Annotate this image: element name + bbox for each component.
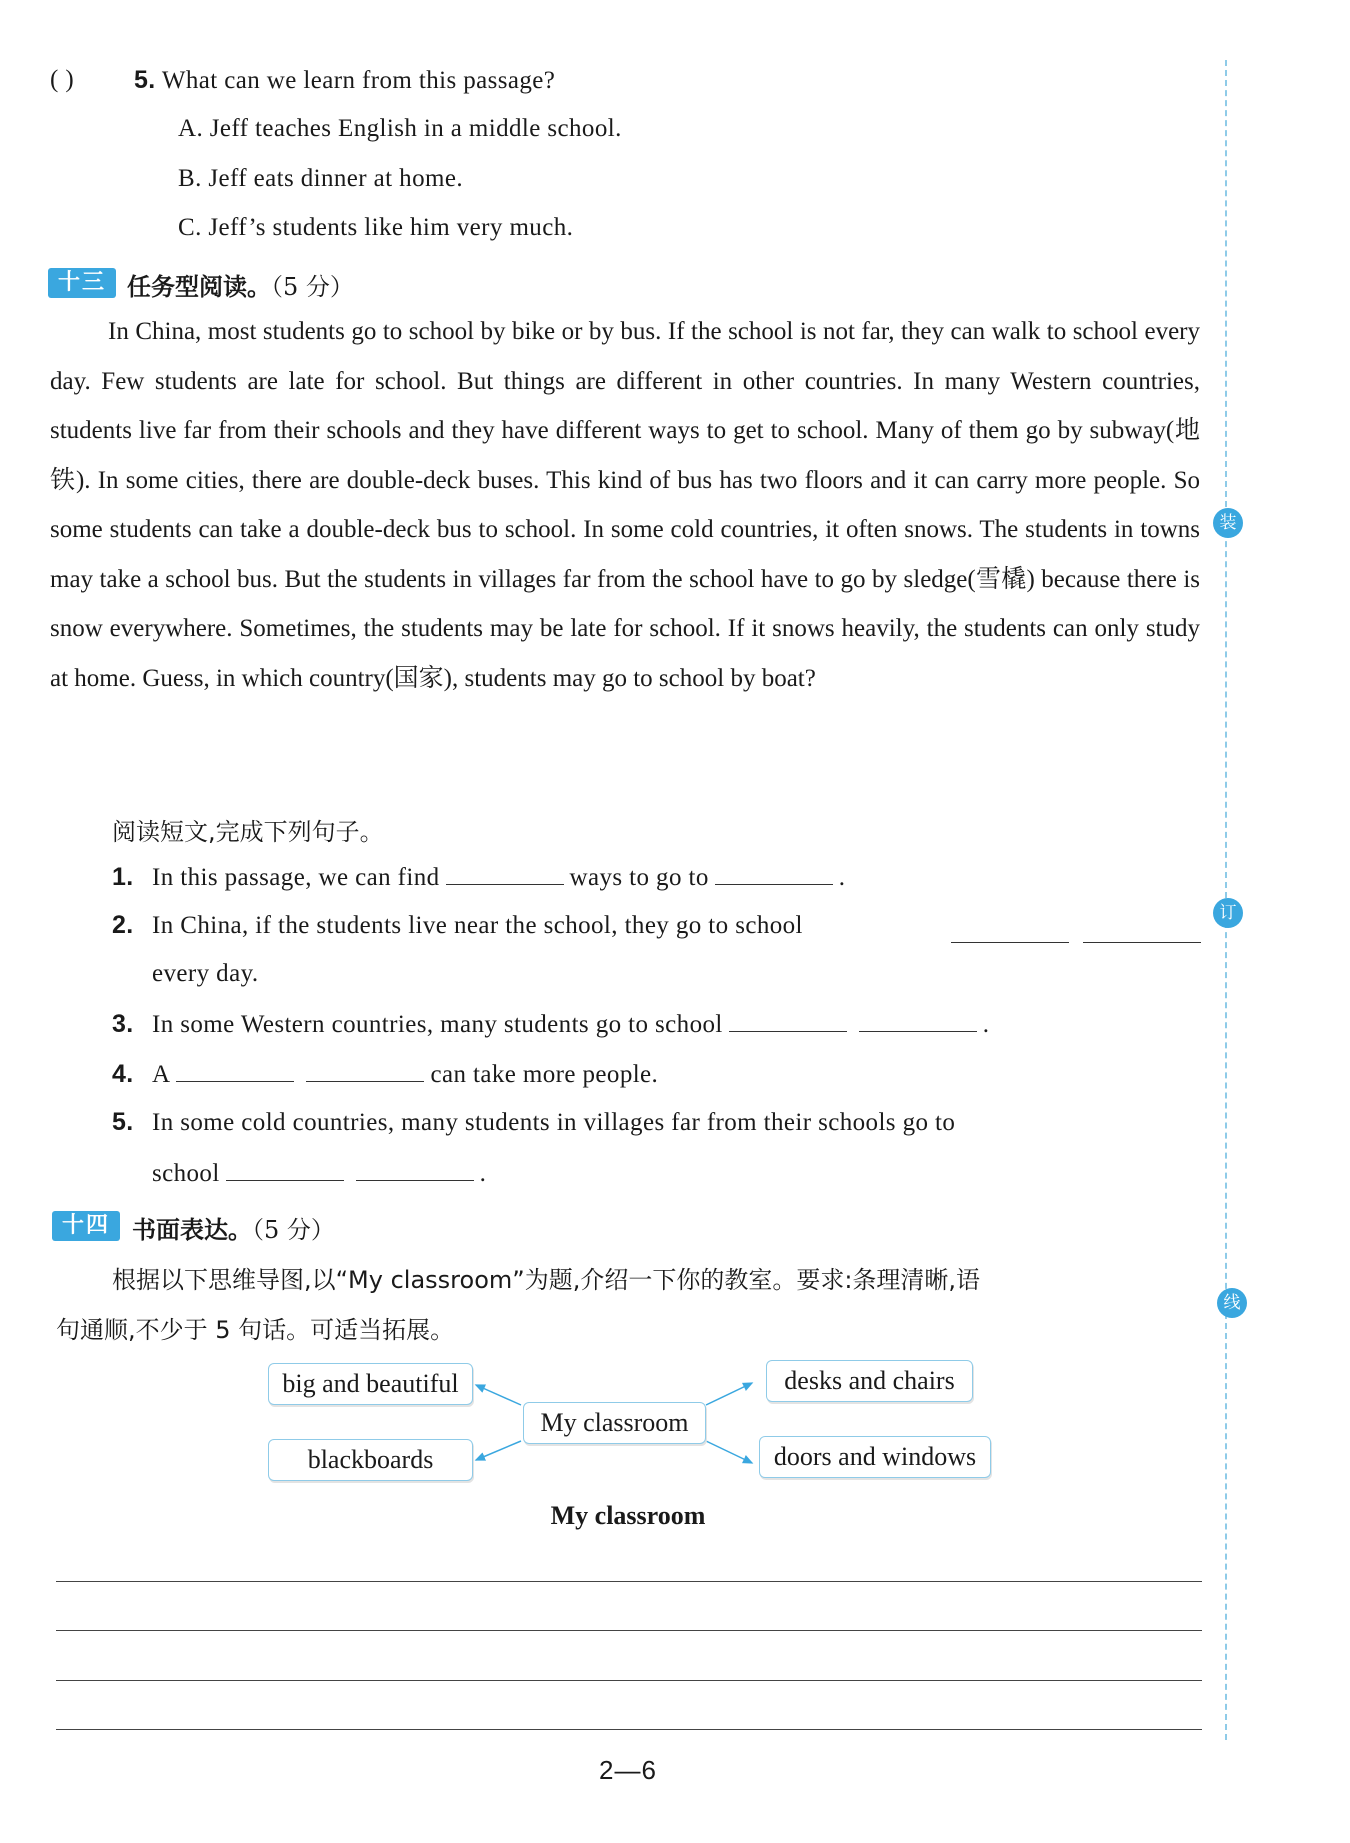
- section-13-title-text: 任务型阅读。: [127, 273, 271, 301]
- reading-q2-text-a: In China, if the students live near the school, they go to school: [152, 912, 803, 939]
- reading-q3-number: 3.: [112, 1010, 134, 1038]
- connector-bottom-right: [706, 1441, 752, 1463]
- reading-q2-text-b: every day.: [152, 960, 259, 987]
- binding-mark-ding: 订: [1213, 898, 1243, 928]
- reading-q1-text-b: ways to go to: [569, 864, 709, 891]
- section-13-score: （5 分）: [271, 273, 354, 301]
- binding-mark-xian: 线: [1217, 1288, 1247, 1318]
- reading-q5-text-a: In some cold countries, many students in villages far from their schools go to: [152, 1109, 956, 1136]
- section-13-badge: 十三: [48, 268, 116, 298]
- q5-option-a: A. Jeff teaches English in a middle school.: [178, 115, 622, 142]
- section-14-badge: 十四: [52, 1211, 120, 1241]
- reading-q4-text-b: can take more people.: [430, 1061, 659, 1088]
- reading-q1-end: .: [838, 864, 846, 891]
- mindmap-node-desks-and-chairs: desks and chairs: [766, 1360, 973, 1402]
- q5-option-b: B. Jeff eats dinner at home.: [178, 165, 463, 192]
- essay-title: My classroom: [550, 1501, 706, 1530]
- section-14-score: （5 分）: [252, 1216, 335, 1244]
- writing-instruction-line2: 句通顺,不少于 5 句话。可适当拓展。: [56, 1316, 455, 1344]
- writing-instruction-line1: 根据以下思维导图,以“My classroom”为题,介绍一下你的教室。要求:条理清晰,语: [112, 1266, 981, 1294]
- mindmap-node-big-and-beautiful: big and beautiful: [268, 1363, 473, 1405]
- connector-bottom-left: [476, 1441, 521, 1460]
- reading-q4-text-a: A: [152, 1061, 171, 1088]
- reading-q5-end: .: [479, 1160, 487, 1187]
- q5-number: 5.: [134, 66, 156, 94]
- writing-line[interactable]: [56, 1630, 1202, 1631]
- reading-instruction: 阅读短文,完成下列句子。: [112, 818, 384, 846]
- page-number: 2—6: [599, 1755, 657, 1785]
- connector-top-left: [476, 1385, 521, 1405]
- writing-line[interactable]: [56, 1581, 1202, 1582]
- connector-top-right: [706, 1383, 752, 1405]
- mindmap-node-blackboards: blackboards: [268, 1439, 473, 1481]
- reading-q1-number: 1.: [112, 863, 134, 891]
- writing-line[interactable]: [56, 1729, 1202, 1730]
- reading-q3-text-a: In some Western countries, many students go to school: [152, 1011, 723, 1038]
- mindmap-node-center: My classroom: [523, 1402, 706, 1444]
- writing-line[interactable]: [56, 1680, 1202, 1681]
- mindmap-node-doors-and-windows: doors and windows: [759, 1436, 991, 1478]
- q5-option-c: C. Jeff’s students like him very much.: [178, 214, 574, 241]
- q5-bracket: ( ): [50, 66, 75, 93]
- reading-q5-number: 5.: [112, 1108, 134, 1136]
- reading-q5-text-b: school: [152, 1160, 220, 1187]
- reading-passage-text: In China, most students go to school by bike or by bus. If the school is not far, they can walk to school every day. Few students are late for school. But things are different in other countries. In many Western countries, students live far from their schools and they have different ways to get to school. Many of them go by subway(地铁). In some cities, there are double-deck buses. This kind of bus has two floors and it can carry more people. So some students can take a double-deck bus to school. In some cold countries, it often snows. The students in towns may take a school bus. But the students in villages far from the school have to go by sledge(雪橇) because there is snow everywhere. Sometimes, the students may be late for school. If it snows heavily, the students can only study at home. Guess, in which country(国家), students may go to school by boat?: [50, 318, 1200, 692]
- reading-q1-text-a: In this passage, we can find: [152, 864, 440, 891]
- section-14-title-text: 书面表达。: [132, 1216, 252, 1244]
- binding-mark-zhuang: 装: [1213, 508, 1243, 538]
- q5-text: What can we learn from this passage?: [161, 67, 556, 94]
- reading-q3-end: .: [982, 1011, 990, 1038]
- reading-q4-number: 4.: [112, 1060, 134, 1088]
- reading-q2-number: 2.: [112, 911, 134, 939]
